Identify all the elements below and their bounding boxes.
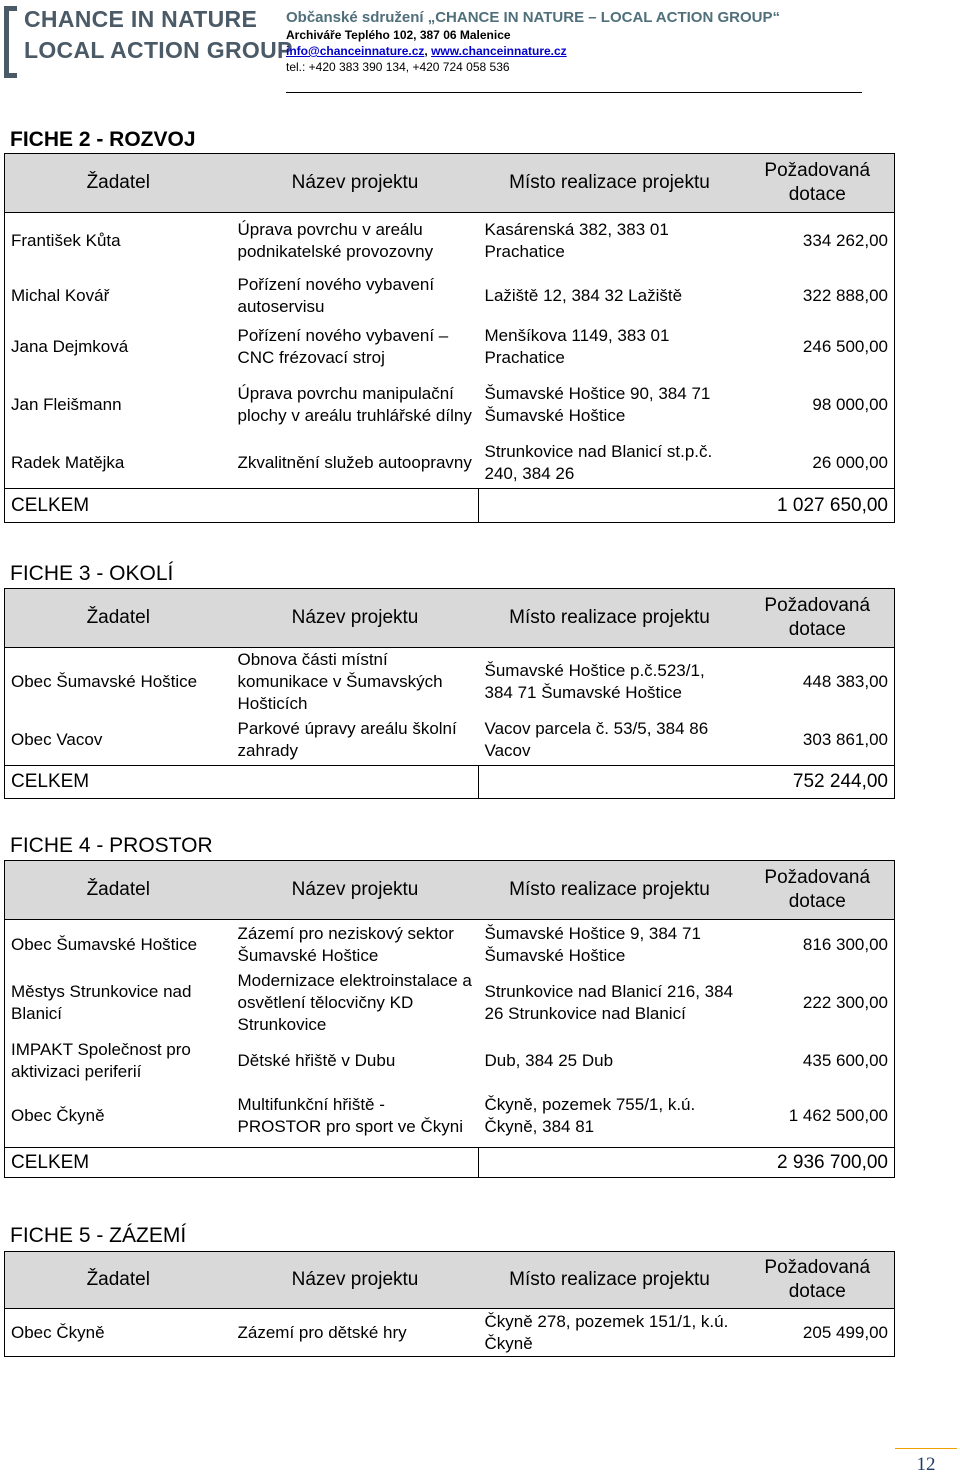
total-label: CELKEM [5, 1148, 479, 1178]
total-value: 1 027 650,00 [479, 489, 895, 523]
table-row [5, 648, 895, 716]
column-header-nazev: Název projektu [232, 1252, 479, 1309]
fiche2-table [4, 153, 895, 523]
cell-dotace: 98 000,00 [741, 371, 895, 439]
cell-misto: Šumavské Hoštice 9, 384 71 Šumavské Hoštice [479, 920, 741, 970]
cell-dotace: 26 000,00 [741, 439, 895, 489]
organization-info [286, 8, 780, 75]
logo-line-2: LOCAL ACTION GROUP [24, 37, 293, 63]
table-row [5, 323, 895, 371]
cell-nazev: Pořízení nového vybavení – CNC frézovací stroj [237, 325, 449, 367]
logo-bracket-shape [4, 6, 17, 78]
cell-zadatel: Radek Matějka [5, 439, 232, 489]
total-label: CELKEM [5, 766, 479, 799]
header-divider [286, 92, 862, 93]
fiche3-table [4, 588, 895, 799]
cell-misto: Menšíkova 1149, 383 01 Prachatice [484, 325, 670, 367]
cell-misto: Čkyně, pozemek 755/1, k.ú. Čkyně, 384 81 [479, 1086, 741, 1148]
cell-nazev: Zázemí pro neziskový sektor Šumavské Hoštice [232, 920, 479, 970]
logo-line-1: CHANCE IN NATURE [24, 6, 258, 32]
cell-zadatel: Obec Vacov [5, 716, 232, 766]
table-row [5, 1086, 895, 1148]
table-row [5, 970, 895, 1036]
cell-zadatel: Obec Šumavské Hoštice [5, 920, 232, 970]
page-number: 12 [895, 1448, 957, 1474]
table-row [5, 371, 895, 439]
cell-zadatel: Obec Čkyně [5, 1309, 232, 1357]
cell-dotace: 246 500,00 [741, 323, 895, 371]
web-link[interactable]: www.chanceinnature.cz [431, 44, 567, 58]
column-header-nazev: Název projektu [232, 861, 479, 920]
cell-dotace: 303 861,00 [741, 716, 895, 766]
cell-nazev: Dětské hřiště v Dubu [237, 1050, 396, 1070]
cell-nazev: Zázemí pro dětské hry [232, 1309, 479, 1357]
table-row [5, 213, 895, 269]
cell-zadatel: František Kůta [5, 213, 232, 269]
column-header-dotace: Požadovaná dotace [741, 861, 895, 920]
column-header-nazev: Název projektu [232, 154, 479, 213]
column-header-dotace: Požadovaná dotace [741, 154, 895, 213]
column-header-misto: Místo realizace projektu [479, 589, 741, 648]
cell-zadatel: IMPAKT Společnost pro aktivizaci periferií [5, 1036, 232, 1086]
cell-nazev: Zkvalitnění služeb autoopravny [232, 439, 479, 489]
cell-dotace: 448 383,00 [741, 648, 895, 716]
total-value: 752 244,00 [479, 766, 895, 799]
table-row [5, 920, 895, 970]
fiche4-table [4, 860, 895, 1178]
table-row [5, 1036, 895, 1086]
letterhead [0, 0, 960, 95]
cell-nazev: Multifunkční hřiště - PROSTOR pro sport ve Čkyni [232, 1086, 479, 1148]
table-header-row [5, 154, 895, 213]
table-row [5, 269, 895, 323]
column-header-zadatel: Žadatel [5, 1252, 232, 1309]
cell-misto: Čkyně 278, pozemek 151/1, k.ú. Čkyně [479, 1309, 741, 1357]
cell-nazev: Úprava povrchu v areálu podnikatelské provozovny [232, 213, 479, 269]
total-label: CELKEM [5, 489, 479, 523]
cell-zadatel: Obec Čkyně [5, 1086, 232, 1148]
column-header-dotace: Požadovaná dotace [741, 1252, 895, 1309]
table-row [5, 716, 895, 766]
cell-dotace: 816 300,00 [741, 920, 895, 970]
column-header-misto: Místo realizace projektu [479, 154, 741, 213]
cell-misto: Kasárenská 382, 383 01 Prachatice [479, 213, 741, 269]
cell-misto: Dub, 384 25 Dub [484, 1050, 614, 1070]
cell-dotace: 1 462 500,00 [741, 1086, 895, 1148]
cell-nazev: Obnova části místní komunikace v Šumavských Hošticích [232, 648, 479, 716]
fiche4-title: FICHE 4 - PROSTOR [10, 834, 213, 857]
cell-nazev: Pořízení nového vybavení autoservisu [237, 274, 435, 316]
column-header-misto: Místo realizace projektu [479, 861, 741, 920]
organization-address: Archiváře Teplého 102, 387 06 Malenice [286, 28, 511, 42]
cell-zadatel: Městys Strunkovice nad Blanicí [5, 970, 232, 1036]
cell-misto: Šumavské Hoštice 90, 384 71 Šumavské Hoštice [484, 383, 711, 425]
cell-dotace: 222 300,00 [741, 970, 895, 1036]
email-link[interactable]: info@chanceinnature.cz [286, 44, 425, 58]
organization-name: Občanské sdružení „CHANCE IN NATURE – LOCAL ACTION GROUP“ [286, 9, 780, 26]
fiche5-title: FICHE 5 - ZÁZEMÍ [10, 1224, 187, 1247]
cell-dotace: 435 600,00 [741, 1036, 895, 1086]
column-header-misto: Místo realizace projektu [479, 1252, 741, 1309]
table-header-row [5, 1252, 895, 1309]
table-row [5, 1309, 895, 1357]
table-row [5, 439, 895, 489]
cell-nazev: Modernizace elektroinstalace a osvětlení tělocvičny KD Strunkovice [237, 970, 472, 1034]
fiche3-title: FICHE 3 - OKOLÍ [10, 562, 174, 585]
table-header-row [5, 589, 895, 648]
fiche5-table [4, 1251, 895, 1357]
cell-dotace: 205 499,00 [741, 1309, 895, 1357]
column-header-zadatel: Žadatel [5, 154, 232, 213]
table-header-row [5, 861, 895, 920]
cell-misto: Lažiště 12, 384 32 Lažiště [484, 285, 683, 305]
telephone: tel.: +420 383 390 134, +420 724 058 536 [286, 60, 510, 74]
total-row [5, 1148, 895, 1178]
column-header-zadatel: Žadatel [5, 589, 232, 648]
column-header-dotace: Požadovaná dotace [741, 589, 895, 648]
contact-links [286, 43, 780, 59]
cell-dotace: 334 262,00 [741, 213, 895, 269]
organization-logo [4, 4, 293, 78]
cell-misto: Strunkovice nad Blanicí st.p.č. 240, 384 26 [479, 439, 741, 489]
cell-zadatel: Obec Šumavské Hoštice [5, 648, 232, 716]
cell-nazev: Parkové úpravy areálu školní zahrady [232, 716, 479, 766]
contact-separator: , [424, 44, 432, 58]
column-header-zadatel: Žadatel [5, 861, 232, 920]
fiche2-title: FICHE 2 - ROZVOJ [10, 128, 196, 151]
cell-misto: Šumavské Hoštice p.č.523/1, 384 71 Šumavské Hoštice [479, 648, 741, 716]
cell-dotace: 322 888,00 [741, 269, 895, 323]
cell-zadatel: Jan Fleišmann [5, 371, 232, 439]
total-value: 2 936 700,00 [479, 1148, 895, 1178]
cell-zadatel: Jana Dejmková [5, 323, 232, 371]
cell-misto: Vacov parcela č. 53/5, 384 86 Vacov [479, 716, 741, 766]
column-header-nazev: Název projektu [232, 589, 479, 648]
cell-zadatel: Michal Kovář [5, 269, 232, 323]
cell-nazev: Úprava povrchu manipulační plochy v areálu truhlářské dílny [237, 383, 472, 425]
total-row [5, 489, 895, 523]
total-row [5, 766, 895, 799]
cell-misto: Strunkovice nad Blanicí 216, 384 26 Strunkovice nad Blanicí [484, 981, 734, 1023]
